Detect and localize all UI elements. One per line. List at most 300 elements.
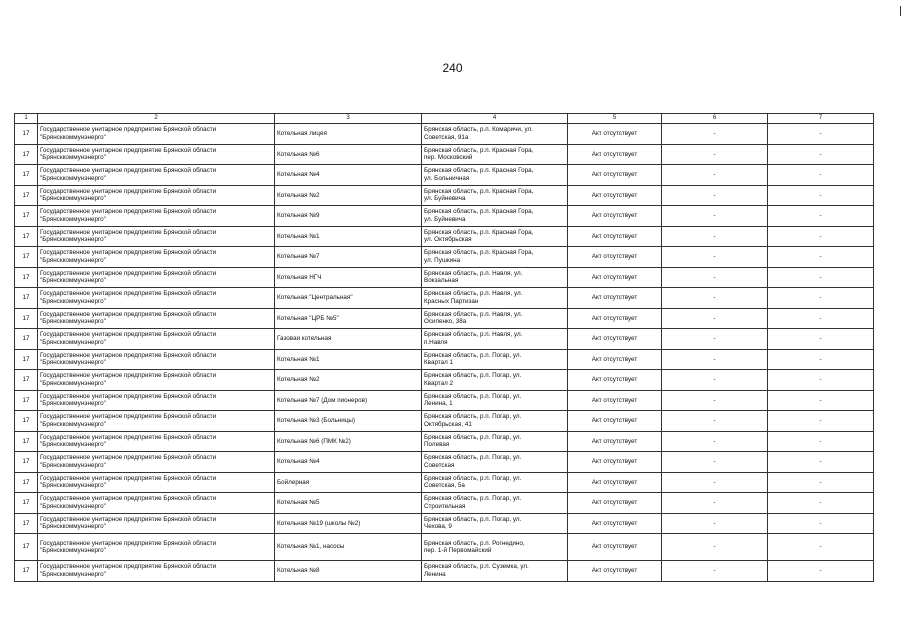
row-number-cell-text: 17 xyxy=(22,355,30,363)
column-6-cell xyxy=(662,144,768,165)
page-number: 240 xyxy=(442,61,463,75)
row-number-cell xyxy=(15,534,38,561)
column-7-cell xyxy=(768,226,874,247)
act-status-cell xyxy=(568,329,662,350)
row-number-cell xyxy=(15,267,38,288)
act-status-cell-text: Акт отсутствует xyxy=(591,499,638,506)
facility-name-cell xyxy=(275,165,422,186)
address-cell-text: Советская xyxy=(424,461,455,469)
facility-name-cell-text: Котельная НГЧ xyxy=(277,273,322,281)
column-6-cell xyxy=(662,431,768,452)
act-status-cell-text: Акт отсутствует xyxy=(591,150,638,158)
address-cell-text: Брянская область, р.п. Погар, ул. xyxy=(424,392,522,400)
row-number-cell xyxy=(15,308,38,329)
column-6-cell-text: - xyxy=(713,130,716,137)
column-7-cell xyxy=(768,144,874,165)
address-cell-text: Брянская область, р.п. Погар, ул. xyxy=(424,372,522,380)
organization-cell-text: Государственное унитарное предприятие Брянской области xyxy=(40,474,217,482)
organization-cell-text: "Брянсккоммунэнерго" xyxy=(40,523,106,531)
act-status-cell xyxy=(568,370,662,391)
header-cell: 2 xyxy=(38,114,275,124)
column-7-cell-text: - xyxy=(819,519,822,527)
row-number-cell-text: 17 xyxy=(22,294,30,301)
table-row xyxy=(15,124,874,145)
address-cell xyxy=(422,226,568,247)
act-status-cell-text: Акт отсутствует xyxy=(591,191,638,199)
facility-name-cell-text: Котельная №5 xyxy=(277,499,320,506)
header-cell: 7 xyxy=(768,114,874,124)
column-6-cell xyxy=(662,534,768,561)
address-cell xyxy=(422,349,568,370)
table-row xyxy=(15,534,874,561)
act-status-cell xyxy=(568,288,662,309)
address-cell xyxy=(422,452,568,473)
facility-name-cell-text: Котельная №19 (школы №2) xyxy=(277,519,361,527)
act-status-cell-text: Акт отсутствует xyxy=(591,294,638,301)
column-6-cell xyxy=(662,493,768,514)
organization-cell xyxy=(38,165,275,186)
address-cell-text: Советская, 5а xyxy=(424,482,465,490)
table-row xyxy=(15,431,874,452)
facility-name-cell-text: Газовая котельная xyxy=(277,335,332,342)
table-row xyxy=(15,329,874,350)
column-6-cell xyxy=(662,247,768,268)
act-status-cell xyxy=(568,390,662,411)
act-status-cell-text: Акт отсутствует xyxy=(591,212,638,219)
column-6-cell-text: - xyxy=(713,171,716,178)
address-cell-text: пер. 1-й Первомайский xyxy=(424,547,492,554)
column-7-cell-text: - xyxy=(819,232,822,240)
row-number-cell xyxy=(15,472,38,493)
column-6-cell xyxy=(662,124,768,145)
header-cell: 6 xyxy=(662,114,768,124)
facility-name-cell-text: Котельная №7 (Дом пионеров) xyxy=(277,396,368,404)
act-status-cell-text: Акт отсутствует xyxy=(591,232,638,240)
column-6-cell xyxy=(662,561,768,582)
address-cell-text: Брянская область, р.п. Рогнедино, xyxy=(424,539,525,547)
facility-name-cell xyxy=(275,472,422,493)
organization-cell xyxy=(38,534,275,561)
column-7-cell xyxy=(768,165,874,186)
facility-name-cell-text: Котельная №8 xyxy=(277,567,320,574)
organization-cell-text: "Брянсккоммунэнерго" xyxy=(40,133,106,141)
row-number-cell-text: 17 xyxy=(22,499,30,506)
column-6-cell-text: - xyxy=(713,478,716,486)
column-6-cell xyxy=(662,165,768,186)
facility-name-cell xyxy=(275,534,422,561)
facility-name-cell-text: Котельная №4 xyxy=(277,458,320,465)
organization-cell-text: Государственное унитарное предприятие Брянской области xyxy=(40,392,217,400)
column-7-cell-text: - xyxy=(819,150,822,158)
address-cell xyxy=(422,288,568,309)
facility-name-cell-text: Котельная №2 xyxy=(277,376,320,383)
row-number-cell xyxy=(15,288,38,309)
organization-cell-text: "Брянсккоммунэнерго" xyxy=(40,547,106,554)
facility-name-cell-text: Котельная "ЦРБ №5" xyxy=(277,314,339,322)
row-number-cell-text: 17 xyxy=(22,543,30,551)
table-row xyxy=(15,472,874,493)
column-6-cell xyxy=(662,452,768,473)
address-cell-text: Брянская область, р.п. Погар, ул. xyxy=(424,495,522,503)
organization-cell-text: Государственное унитарное предприятие Брянской области xyxy=(40,228,217,236)
column-7-cell-text: - xyxy=(819,212,822,219)
column-7-cell-text: - xyxy=(819,253,822,260)
column-7-cell xyxy=(768,349,874,370)
column-7-cell-text: - xyxy=(819,499,822,506)
column-6-cell xyxy=(662,329,768,350)
address-cell xyxy=(422,267,568,288)
row-number-cell xyxy=(15,493,38,514)
facility-name-cell-text: Бойлерная xyxy=(277,478,310,486)
organization-cell xyxy=(38,288,275,309)
act-status-cell xyxy=(568,431,662,452)
organization-cell xyxy=(38,411,275,432)
facility-name-cell xyxy=(275,561,422,582)
table-row xyxy=(15,349,874,370)
organization-cell xyxy=(38,247,275,268)
column-6-cell xyxy=(662,308,768,329)
row-number-cell xyxy=(15,247,38,268)
address-cell-text: Брянская область, р.п. Красная Гора, xyxy=(424,167,534,175)
organization-cell-text: "Брянсккоммунэнерго" xyxy=(40,379,106,387)
column-6-cell-text: - xyxy=(713,232,716,240)
facility-name-cell xyxy=(275,390,422,411)
address-cell-text: ул. Буйневича xyxy=(424,215,466,223)
row-number-cell xyxy=(15,206,38,227)
address-cell-text: Брянская область, р.п. Красная Гора, xyxy=(424,228,534,236)
organization-cell xyxy=(38,452,275,473)
column-6-cell xyxy=(662,513,768,534)
column-7-cell xyxy=(768,513,874,534)
row-number-cell-text: 17 xyxy=(22,171,30,178)
column-6-cell-text: - xyxy=(713,253,716,260)
act-status-cell xyxy=(568,206,662,227)
column-7-cell-text: - xyxy=(819,396,822,404)
act-status-cell xyxy=(568,513,662,534)
column-7-cell-text: - xyxy=(819,355,822,363)
act-status-cell xyxy=(568,165,662,186)
column-7-cell xyxy=(768,247,874,268)
address-cell-text: Полевая xyxy=(424,441,450,449)
address-cell-text: Брянская область, р.п. Суземка, ул. xyxy=(424,563,529,571)
facility-name-cell-text: Котельная №1, насосы xyxy=(277,543,345,551)
facility-name-cell-text: Котельная №2 xyxy=(277,191,320,199)
act-status-cell-text: Акт отсутствует xyxy=(591,273,638,281)
act-status-cell xyxy=(568,247,662,268)
act-status-cell xyxy=(568,185,662,206)
column-7-cell-text: - xyxy=(819,335,822,342)
facility-name-cell-text: Котельная №6 xyxy=(277,150,320,158)
column-7-cell-text: - xyxy=(819,171,822,178)
column-7-cell-text: - xyxy=(819,130,822,137)
address-cell-text: Брянская область, р.п. Погар, ул. xyxy=(424,433,522,441)
organization-cell-text: "Брянсккоммунэнерго" xyxy=(40,174,106,182)
column-6-cell-text: - xyxy=(713,519,716,527)
act-status-cell xyxy=(568,144,662,165)
facility-name-cell xyxy=(275,144,422,165)
act-status-cell xyxy=(568,493,662,514)
address-cell-text: Квартал 1 xyxy=(424,359,454,367)
organization-cell xyxy=(38,329,275,350)
address-cell xyxy=(422,431,568,452)
column-7-cell xyxy=(768,267,874,288)
address-cell-text: Брянская область, р.п. Навля, ул. xyxy=(424,290,523,298)
address-cell-text: Брянская область, р.п. Погар, ул. xyxy=(424,474,522,482)
column-7-cell xyxy=(768,185,874,206)
table-row xyxy=(15,226,874,247)
table-row xyxy=(15,185,874,206)
organization-cell-text: Государственное унитарное предприятие Брянской области xyxy=(40,515,217,523)
row-number-cell-text: 17 xyxy=(22,212,30,219)
column-6-cell-text: - xyxy=(713,273,716,281)
column-7-cell-text: - xyxy=(819,376,822,383)
column-7-cell xyxy=(768,561,874,582)
row-number-cell xyxy=(15,144,38,165)
header-cell: 5 xyxy=(568,114,662,124)
column-6-cell-text: - xyxy=(713,499,716,506)
row-number-cell-text: 17 xyxy=(22,519,30,527)
column-6-cell-text: - xyxy=(713,417,716,424)
address-cell xyxy=(422,472,568,493)
address-cell xyxy=(422,206,568,227)
row-number-cell xyxy=(15,452,38,473)
facility-name-cell-text: Котельная №7 xyxy=(277,253,320,260)
organization-cell-text: "Брянсккоммунэнерго" xyxy=(40,420,106,428)
column-7-cell xyxy=(768,308,874,329)
row-number-cell xyxy=(15,431,38,452)
column-6-cell xyxy=(662,226,768,247)
organization-cell-text: "Брянсккоммунэнерго" xyxy=(40,441,106,449)
address-cell-text: Строительная xyxy=(424,502,466,510)
column-6-cell-text: - xyxy=(713,335,716,342)
address-cell-text: Брянская область, р.п. Красная Гора, xyxy=(424,146,534,154)
column-7-cell-text: - xyxy=(819,294,822,301)
facility-name-cell xyxy=(275,247,422,268)
address-cell-text: ул. Больничная xyxy=(424,174,470,182)
table-row xyxy=(15,308,874,329)
organization-cell-text: Государственное унитарное предприятие Брянской области xyxy=(40,126,217,134)
table-row xyxy=(15,288,874,309)
column-7-cell-text: - xyxy=(819,191,822,199)
column-6-cell xyxy=(662,267,768,288)
column-6-cell xyxy=(662,185,768,206)
act-status-cell-text: Акт отсутствует xyxy=(591,355,638,363)
column-6-cell-text: - xyxy=(713,355,716,363)
organization-cell-text: "Брянсккоммунэнерго" xyxy=(40,236,106,244)
facility-name-cell xyxy=(275,308,422,329)
organization-cell-text: "Брянсккоммунэнерго" xyxy=(40,359,106,367)
column-6-cell-text: - xyxy=(713,458,716,465)
address-cell-text: Брянская область, р.п. Комаричи, ул. xyxy=(424,126,533,134)
organization-cell xyxy=(38,144,275,165)
address-cell-text: ул. Буйневича xyxy=(424,195,466,203)
organization-cell xyxy=(38,185,275,206)
address-cell-text: пер. Московский xyxy=(424,154,473,162)
table-row xyxy=(15,561,874,582)
address-cell xyxy=(422,329,568,350)
row-number-cell xyxy=(15,165,38,186)
column-6-cell-text: - xyxy=(713,567,716,574)
address-cell-text: Брянская область, р.п. Погар, ул. xyxy=(424,454,522,462)
organization-cell-text: "Брянсккоммунэнерго" xyxy=(40,215,106,223)
header-cell: 1 xyxy=(15,114,38,124)
address-cell-text: Брянская область, р.п. Навля, ул. xyxy=(424,331,523,339)
act-status-cell-text: Акт отсутствует xyxy=(591,458,638,465)
address-cell-text: Брянская область, р.п. Погар, ул. xyxy=(424,515,522,523)
column-7-cell xyxy=(768,452,874,473)
address-cell-text: Ленина xyxy=(424,570,446,578)
act-status-cell-text: Акт отсутствует xyxy=(591,130,638,137)
act-status-cell-text: Акт отсутствует xyxy=(591,437,638,445)
address-cell-text: ул. Пушкина xyxy=(424,256,461,264)
organization-cell xyxy=(38,493,275,514)
facility-name-cell-text: Котельная №9 xyxy=(277,212,320,219)
act-status-cell-text: Акт отсутствует xyxy=(591,253,638,260)
address-cell-text: Вокзальная xyxy=(424,277,459,285)
table-row xyxy=(15,165,874,186)
table-row xyxy=(15,513,874,534)
header-cell: 4 xyxy=(422,114,568,124)
facility-name-cell-text: Котельная №6 (ПМК №2) xyxy=(277,437,351,445)
organization-cell-text: "Брянсккоммунэнерго" xyxy=(40,338,106,346)
row-number-cell-text: 17 xyxy=(22,437,30,445)
column-6-cell-text: - xyxy=(713,212,716,219)
header-cell: 3 xyxy=(275,114,422,124)
address-cell xyxy=(422,411,568,432)
row-number-cell-text: 17 xyxy=(22,396,30,404)
facility-name-cell xyxy=(275,185,422,206)
column-7-cell xyxy=(768,390,874,411)
organization-cell-text: Государственное унитарное предприятие Брянской области xyxy=(40,331,217,339)
table-row xyxy=(15,411,874,432)
facility-name-cell-text: Котельная "Центральная" xyxy=(277,294,353,301)
address-cell-text: ул. Октябрьская xyxy=(424,236,472,244)
table-header-row xyxy=(15,114,874,124)
table-row xyxy=(15,452,874,473)
row-number-cell-text: 17 xyxy=(22,458,30,465)
column-7-cell-text: - xyxy=(819,437,822,445)
organization-cell-text: Государственное унитарное предприятие Брянской области xyxy=(40,187,217,195)
facility-name-cell xyxy=(275,329,422,350)
organization-cell-text: Государственное унитарное предприятие Брянской области xyxy=(40,167,217,175)
organization-cell-text: Государственное унитарное предприятие Брянской области xyxy=(40,290,217,298)
address-cell xyxy=(422,308,568,329)
address-cell-text: Осипенко, 38а xyxy=(424,318,467,326)
table-row xyxy=(15,390,874,411)
column-7-cell-text: - xyxy=(819,478,822,486)
row-number-cell xyxy=(15,390,38,411)
column-6-cell xyxy=(662,206,768,227)
facility-name-cell xyxy=(275,370,422,391)
column-6-cell xyxy=(662,370,768,391)
row-number-cell xyxy=(15,124,38,145)
organization-cell xyxy=(38,267,275,288)
column-6-cell xyxy=(662,411,768,432)
column-6-cell-text: - xyxy=(713,543,716,551)
column-7-cell-text: - xyxy=(819,314,822,322)
column-7-cell xyxy=(768,206,874,227)
column-6-cell xyxy=(662,349,768,370)
address-cell-text: Брянская область, р.п. Навля, ул. xyxy=(424,310,523,318)
table-row xyxy=(15,370,874,391)
facility-name-cell xyxy=(275,288,422,309)
act-status-cell xyxy=(568,561,662,582)
address-cell xyxy=(422,185,568,206)
column-7-cell-text: - xyxy=(819,543,822,551)
organization-cell xyxy=(38,349,275,370)
facility-name-cell xyxy=(275,206,422,227)
facility-name-cell xyxy=(275,349,422,370)
table-row xyxy=(15,144,874,165)
table-row xyxy=(15,493,874,514)
facility-name-cell xyxy=(275,452,422,473)
facility-name-cell xyxy=(275,493,422,514)
column-7-cell-text: - xyxy=(819,417,822,424)
column-7-cell xyxy=(768,370,874,391)
organization-cell xyxy=(38,472,275,493)
organization-cell-text: "Брянсккоммунэнерго" xyxy=(40,570,106,578)
organization-cell-text: Государственное унитарное предприятие Брянской области xyxy=(40,539,217,547)
address-cell-text: Брянская область, р.п. Погар, ул. xyxy=(424,351,522,359)
act-status-cell xyxy=(568,411,662,432)
organization-cell-text: "Брянсккоммунэнерго" xyxy=(40,277,106,285)
row-number-cell-text: 17 xyxy=(22,273,30,281)
column-7-cell-text: - xyxy=(819,458,822,465)
column-6-cell xyxy=(662,288,768,309)
column-7-cell xyxy=(768,288,874,309)
address-cell-text: п.Навля xyxy=(424,338,448,346)
column-7-cell xyxy=(768,329,874,350)
facility-name-cell xyxy=(275,226,422,247)
organization-cell xyxy=(38,513,275,534)
row-number-cell-text: 17 xyxy=(22,232,30,240)
facility-name-cell-text: Котельная №4 xyxy=(277,171,320,178)
organization-cell xyxy=(38,561,275,582)
row-number-cell xyxy=(15,370,38,391)
act-status-cell-text: Акт отсутствует xyxy=(591,314,638,322)
organization-cell-text: "Брянсккоммунэнерго" xyxy=(40,482,106,490)
organization-cell-text: Государственное унитарное предприятие Брянской области xyxy=(40,372,217,380)
organization-cell-text: Государственное унитарное предприятие Брянской области xyxy=(40,433,217,441)
address-cell-text: Ленина, 1 xyxy=(424,400,453,408)
row-number-cell xyxy=(15,185,38,206)
column-6-cell xyxy=(662,390,768,411)
column-6-cell-text: - xyxy=(713,437,716,445)
act-status-cell-text: Акт отсутствует xyxy=(591,396,638,404)
column-7-cell xyxy=(768,534,874,561)
address-cell-text: Брянская область, р.п. Погар, ул. xyxy=(424,413,522,421)
facility-name-cell xyxy=(275,411,422,432)
address-cell xyxy=(422,534,568,561)
column-6-cell-text: - xyxy=(713,191,716,199)
row-number-cell xyxy=(15,561,38,582)
act-status-cell-text: Акт отсутствует xyxy=(591,519,638,527)
act-status-cell-text: Акт отсутствует xyxy=(591,335,638,342)
row-number-cell xyxy=(15,226,38,247)
column-7-cell xyxy=(768,493,874,514)
facility-name-cell xyxy=(275,513,422,534)
table-row xyxy=(15,247,874,268)
row-number-cell xyxy=(15,349,38,370)
row-number-cell-text: 17 xyxy=(22,191,30,199)
row-number-cell-text: 17 xyxy=(22,567,30,574)
organization-cell xyxy=(38,370,275,391)
address-cell-text: Красных Партизан xyxy=(424,297,479,305)
act-status-cell xyxy=(568,349,662,370)
organization-cell-text: Государственное унитарное предприятие Брянской области xyxy=(40,454,217,462)
organization-cell xyxy=(38,431,275,452)
act-status-cell-text: Акт отсутствует xyxy=(591,478,638,486)
